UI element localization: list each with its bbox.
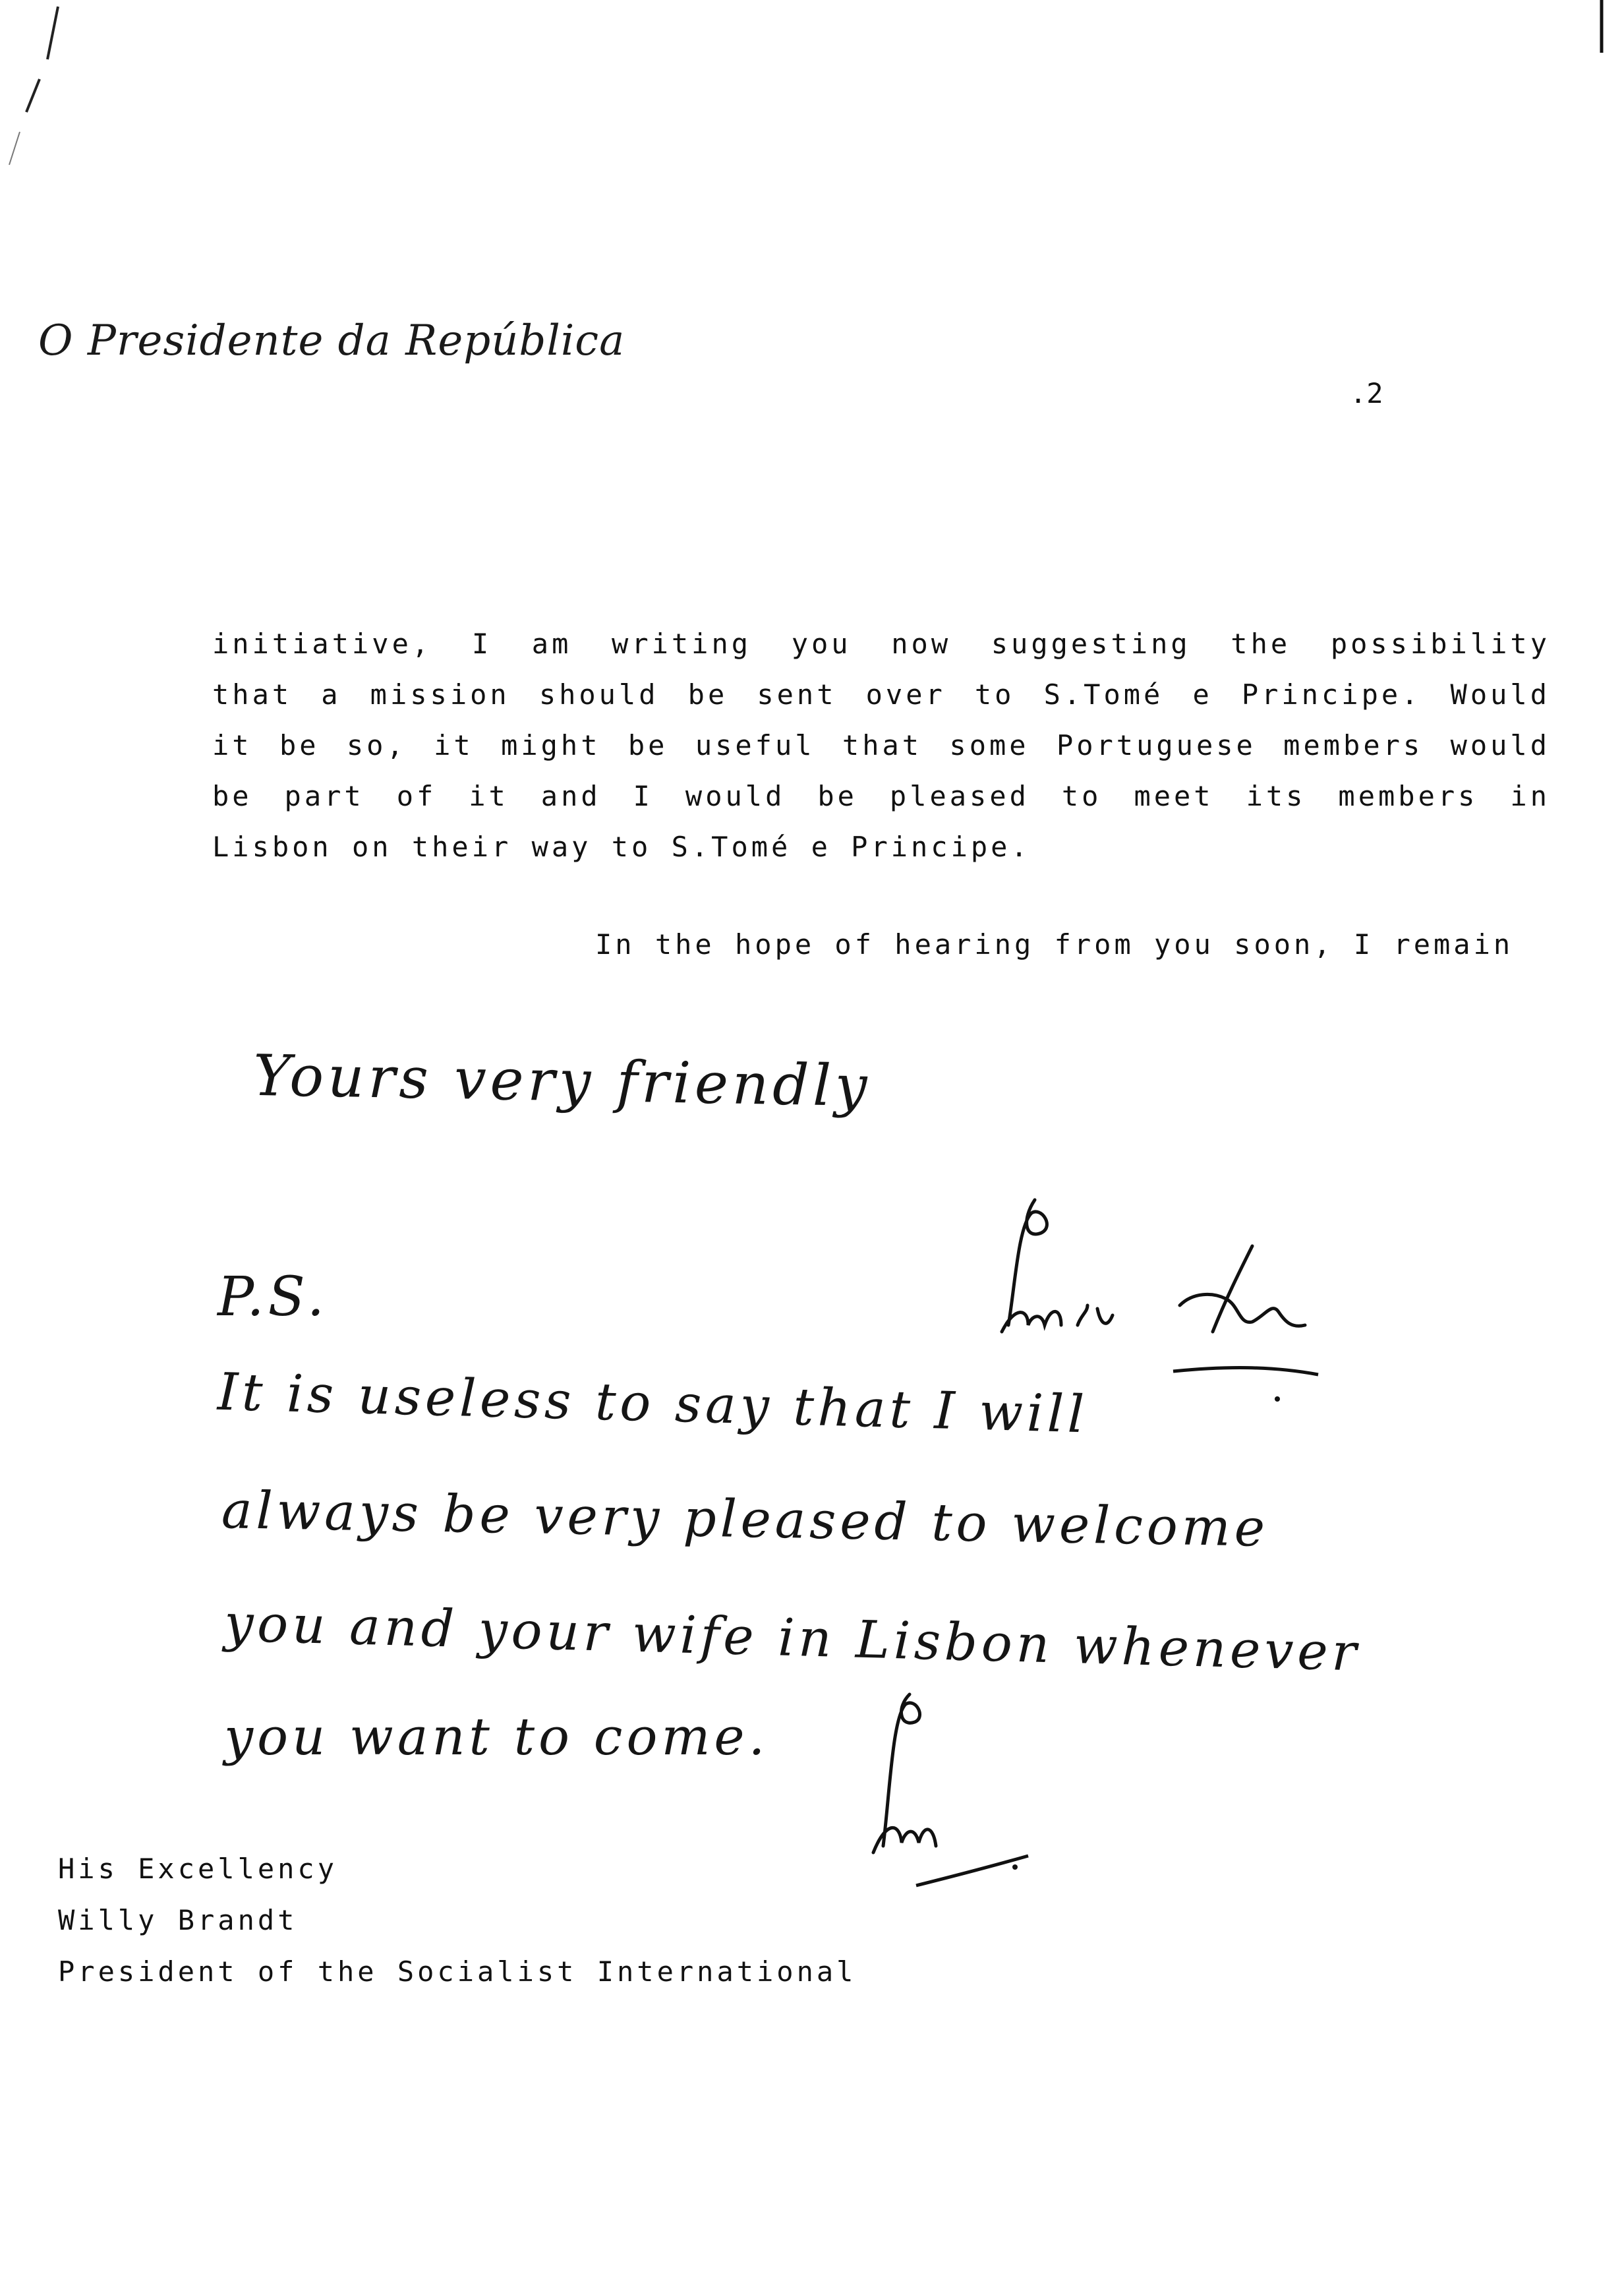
initials-signature — [837, 1688, 1074, 1899]
signature — [962, 1193, 1331, 1404]
addressee-name: Willy Brandt — [58, 1904, 298, 1936]
body-line: Lisbon on their way to S.Tomé e Principe. — [212, 831, 1031, 863]
body-paragraph — [212, 618, 1550, 872]
body-line: initiative, I am writing you now suggesting the possibility — [212, 628, 1550, 660]
margin-mark — [1592, 0, 1612, 59]
ps-line: It is useless to say that I will — [217, 1362, 1089, 1445]
addressee-title: His Excellency — [58, 1853, 338, 1885]
closing-line: In the hope of hearing from you soon, I remain — [595, 928, 1514, 961]
body-line: it be so, it might be useful that some Portuguese members would — [212, 729, 1550, 761]
ps-label: P.S. — [218, 1266, 328, 1328]
addressee-block — [58, 1843, 856, 1998]
handwritten-salutation: Yours very friendly — [252, 1042, 872, 1120]
ps-line: you and your wife in Lisbon whenever — [223, 1593, 1362, 1683]
ps-line: you want to come. — [224, 1708, 769, 1767]
addressee-position: President of the Socialist International — [58, 1955, 857, 1988]
body-line: be part of it and I would be pleased to meet its members in — [212, 780, 1550, 812]
letterhead: O Presidente da República — [38, 316, 625, 365]
page-number: .2 — [1350, 377, 1383, 409]
ps-line: always be very pleased to welcome — [221, 1481, 1269, 1559]
margin-mark — [0, 0, 79, 171]
body-line: that a mission should be sent over to S.Tomé e Principe. Would — [212, 678, 1550, 711]
